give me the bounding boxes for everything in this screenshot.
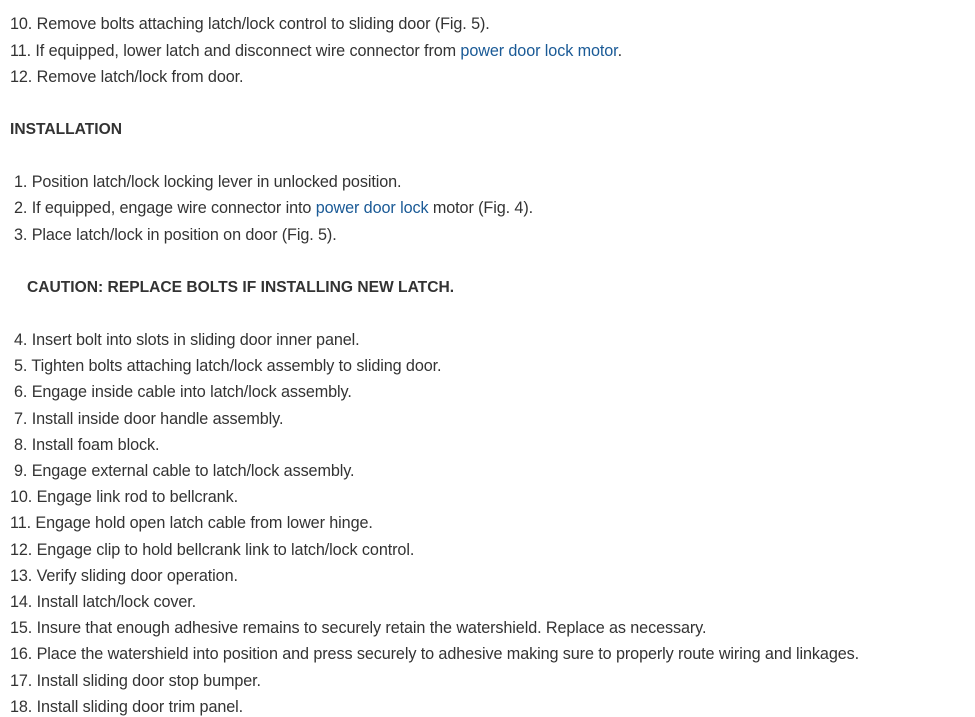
list-item-number: 6.	[14, 383, 28, 402]
list-item-number: 11.	[10, 514, 32, 533]
list-item-number: 12.	[10, 540, 33, 559]
list-item	[14, 198, 533, 218]
list-item-text: Insure that enough adhesive remains to securely retain the watershield. Replace as necessary.	[32, 619, 707, 638]
list-item-text: Tighten bolts attaching latch/lock assembly to sliding door.	[27, 357, 442, 376]
list-item	[10, 540, 414, 560]
caution-note: CAUTION: REPLACE BOLTS IF INSTALLING NEW LATCH.	[27, 279, 455, 296]
list-item-text: Remove latch/lock from door.	[32, 68, 244, 86]
list-item-number: 10.	[10, 15, 33, 33]
list-item-text: .	[617, 42, 622, 60]
list-item-text: Install sliding door stop bumper.	[32, 671, 261, 690]
list-item	[14, 382, 352, 402]
power-door-lock-link[interactable]: power door lock	[315, 199, 429, 217]
installation-heading: INSTALLATION	[10, 121, 123, 138]
list-item	[14, 172, 401, 192]
list-item-text: Insert bolt into slots in sliding door inner panel.	[27, 331, 360, 349]
list-item-number: 14.	[10, 593, 33, 611]
list-item-number: 2.	[14, 199, 28, 217]
list-item-number: 3.	[14, 226, 28, 244]
list-item-number: 16.	[10, 645, 33, 664]
list-item	[14, 435, 159, 455]
list-item-text: Position latch/lock locking lever in unlocked position.	[27, 173, 402, 191]
list-item-number: 11.	[10, 42, 32, 60]
list-item	[10, 14, 490, 34]
list-item-number: 7.	[14, 409, 28, 428]
list-item	[14, 330, 360, 350]
list-item	[10, 697, 243, 717]
list-item	[10, 487, 238, 507]
list-item-number: 10.	[10, 488, 33, 507]
list-item-text: If equipped, lower latch and disconnect wire connector from	[31, 42, 461, 60]
list-item-number: 5.	[14, 357, 28, 376]
list-item	[14, 225, 337, 245]
list-item-text: Engage link rod to bellcrank.	[32, 488, 238, 507]
list-item-text: Engage external cable to latch/lock assembly.	[27, 462, 355, 480]
list-item-text: Engage inside cable into latch/lock assembly.	[27, 383, 352, 402]
list-item-text: Place the watershield into position and press securely to adhesive making sure to properly route wiring and linkages.	[32, 645, 860, 664]
list-item	[10, 566, 238, 586]
list-item	[10, 513, 373, 533]
list-item-text: Install inside door handle assembly.	[27, 409, 284, 428]
list-item-number: 12.	[10, 68, 33, 86]
list-item-text: If equipped, engage wire connector into	[27, 199, 316, 217]
list-item-text: Verify sliding door operation.	[32, 566, 238, 585]
list-item-number: 8.	[14, 435, 28, 454]
list-item-text: Place latch/lock in position on door (Fig. 5).	[27, 226, 337, 244]
list-item-number: 9.	[14, 462, 28, 480]
list-item-text: Install foam block.	[27, 435, 160, 454]
list-item	[10, 618, 706, 638]
list-item-number: 18.	[10, 697, 33, 716]
list-item	[14, 409, 283, 429]
list-item-text: Engage clip to hold bellcrank link to latch/lock control.	[32, 540, 415, 559]
list-item-text: motor (Fig. 4).	[428, 199, 534, 217]
list-item-number: 4.	[14, 331, 28, 349]
list-item	[14, 356, 441, 376]
list-item	[14, 461, 354, 481]
list-item	[10, 671, 261, 691]
list-item	[10, 41, 622, 61]
list-item-text: Install sliding door trim panel.	[32, 697, 244, 716]
power-door-lock-link[interactable]: power door lock motor	[460, 42, 618, 60]
list-item	[10, 644, 859, 664]
list-item-number: 13.	[10, 566, 33, 585]
list-item	[10, 67, 243, 87]
list-item-text: Install latch/lock cover.	[32, 593, 197, 611]
list-item-number: 1.	[14, 173, 28, 191]
list-item	[10, 592, 196, 612]
list-item-number: 17.	[10, 671, 33, 690]
list-item-text: Remove bolts attaching latch/lock control to sliding door (Fig. 5).	[32, 15, 490, 33]
list-item-number: 15.	[10, 619, 33, 638]
list-item-text: Engage hold open latch cable from lower hinge.	[31, 514, 373, 533]
